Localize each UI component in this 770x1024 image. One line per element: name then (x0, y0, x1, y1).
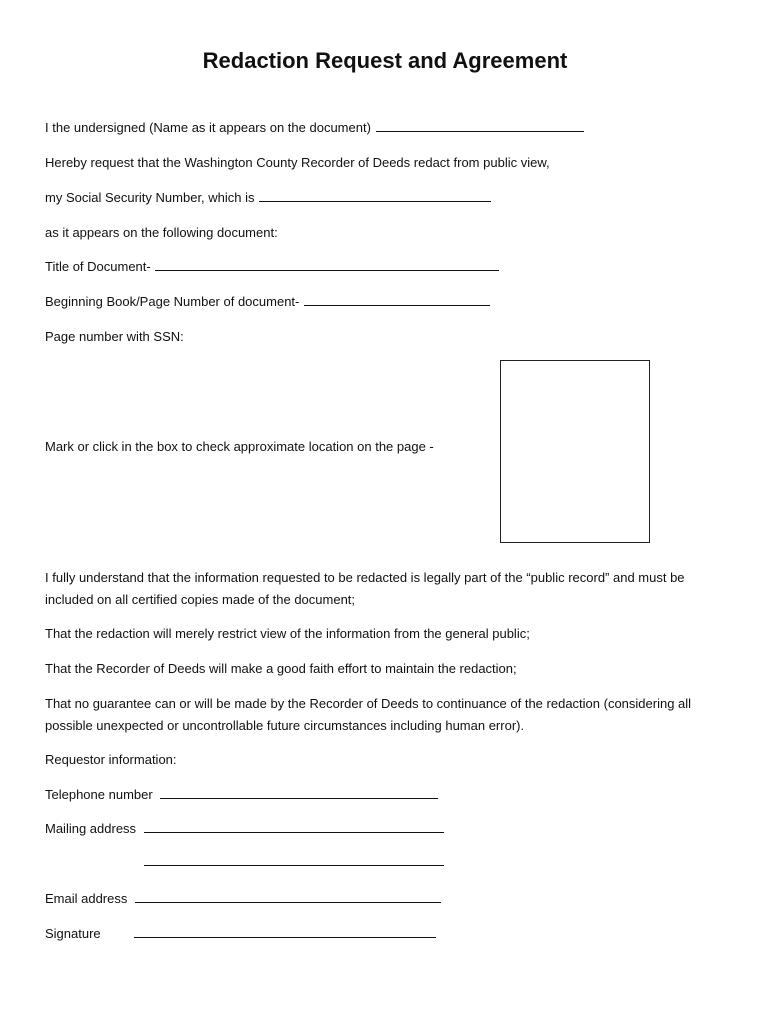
signature-label: Signature (45, 926, 101, 941)
mark-instruction: Mark or click in the box to check approximate location on the page - (45, 439, 434, 454)
ssn-row (45, 187, 491, 208)
undersigned-label: I the undersigned (Name as it appears on the document) (45, 120, 371, 135)
email-field[interactable] (135, 890, 441, 903)
doc-title-field[interactable] (155, 258, 499, 271)
telephone-row (45, 784, 438, 805)
mailing-field-line-2[interactable] (144, 853, 444, 866)
ssn-location-box[interactable] (500, 360, 650, 543)
mailing-row-2 (143, 851, 444, 872)
guarantee-text: That no guarantee can or will be made by the Recorder of Deeds to continuance of the redaction (considering all possible unexpected or uncontrollable future circumstances including human error). (45, 696, 692, 733)
document-title: Redaction Request and Agreement (202, 48, 568, 73)
page-ssn-label: Page number with SSN: (45, 329, 184, 344)
mailing-row (45, 818, 444, 839)
signature-row (45, 923, 436, 944)
requestor-heading: Requestor information: (45, 752, 177, 767)
undersigned-row (45, 117, 584, 138)
email-row (45, 888, 441, 909)
mailing-field-line-1[interactable] (144, 820, 444, 833)
good-faith-text: That the Recorder of Deeds will make a good faith effort to maintain the redaction; (45, 661, 517, 676)
request-text: Hereby request that the Washington County Recorder of Deeds redact from public view, (45, 155, 550, 170)
doc-title-label: Title of Document- (45, 259, 151, 274)
book-page-field[interactable] (304, 293, 490, 306)
mailing-label: Mailing address (45, 821, 137, 836)
signature-field[interactable] (134, 925, 436, 938)
book-page-row (45, 291, 490, 312)
ssn-field[interactable] (259, 189, 491, 202)
email-label: Email address (45, 891, 128, 906)
restrict-text: That the redaction will merely restrict view of the information from the general public; (45, 626, 530, 641)
understand-text: I fully understand that the information requested to be redacted is legally part of the “public record” and must be included on all certified copies made of the document; (45, 570, 685, 607)
telephone-field[interactable] (160, 786, 438, 799)
ssn-label: my Social Security Number, which is (45, 190, 255, 205)
doc-title-row (45, 256, 499, 277)
book-page-label: Beginning Book/Page Number of document- (45, 294, 300, 309)
undersigned-name-field[interactable] (376, 119, 584, 132)
appears-text: as it appears on the following document: (45, 225, 278, 240)
telephone-label: Telephone number (45, 787, 153, 802)
